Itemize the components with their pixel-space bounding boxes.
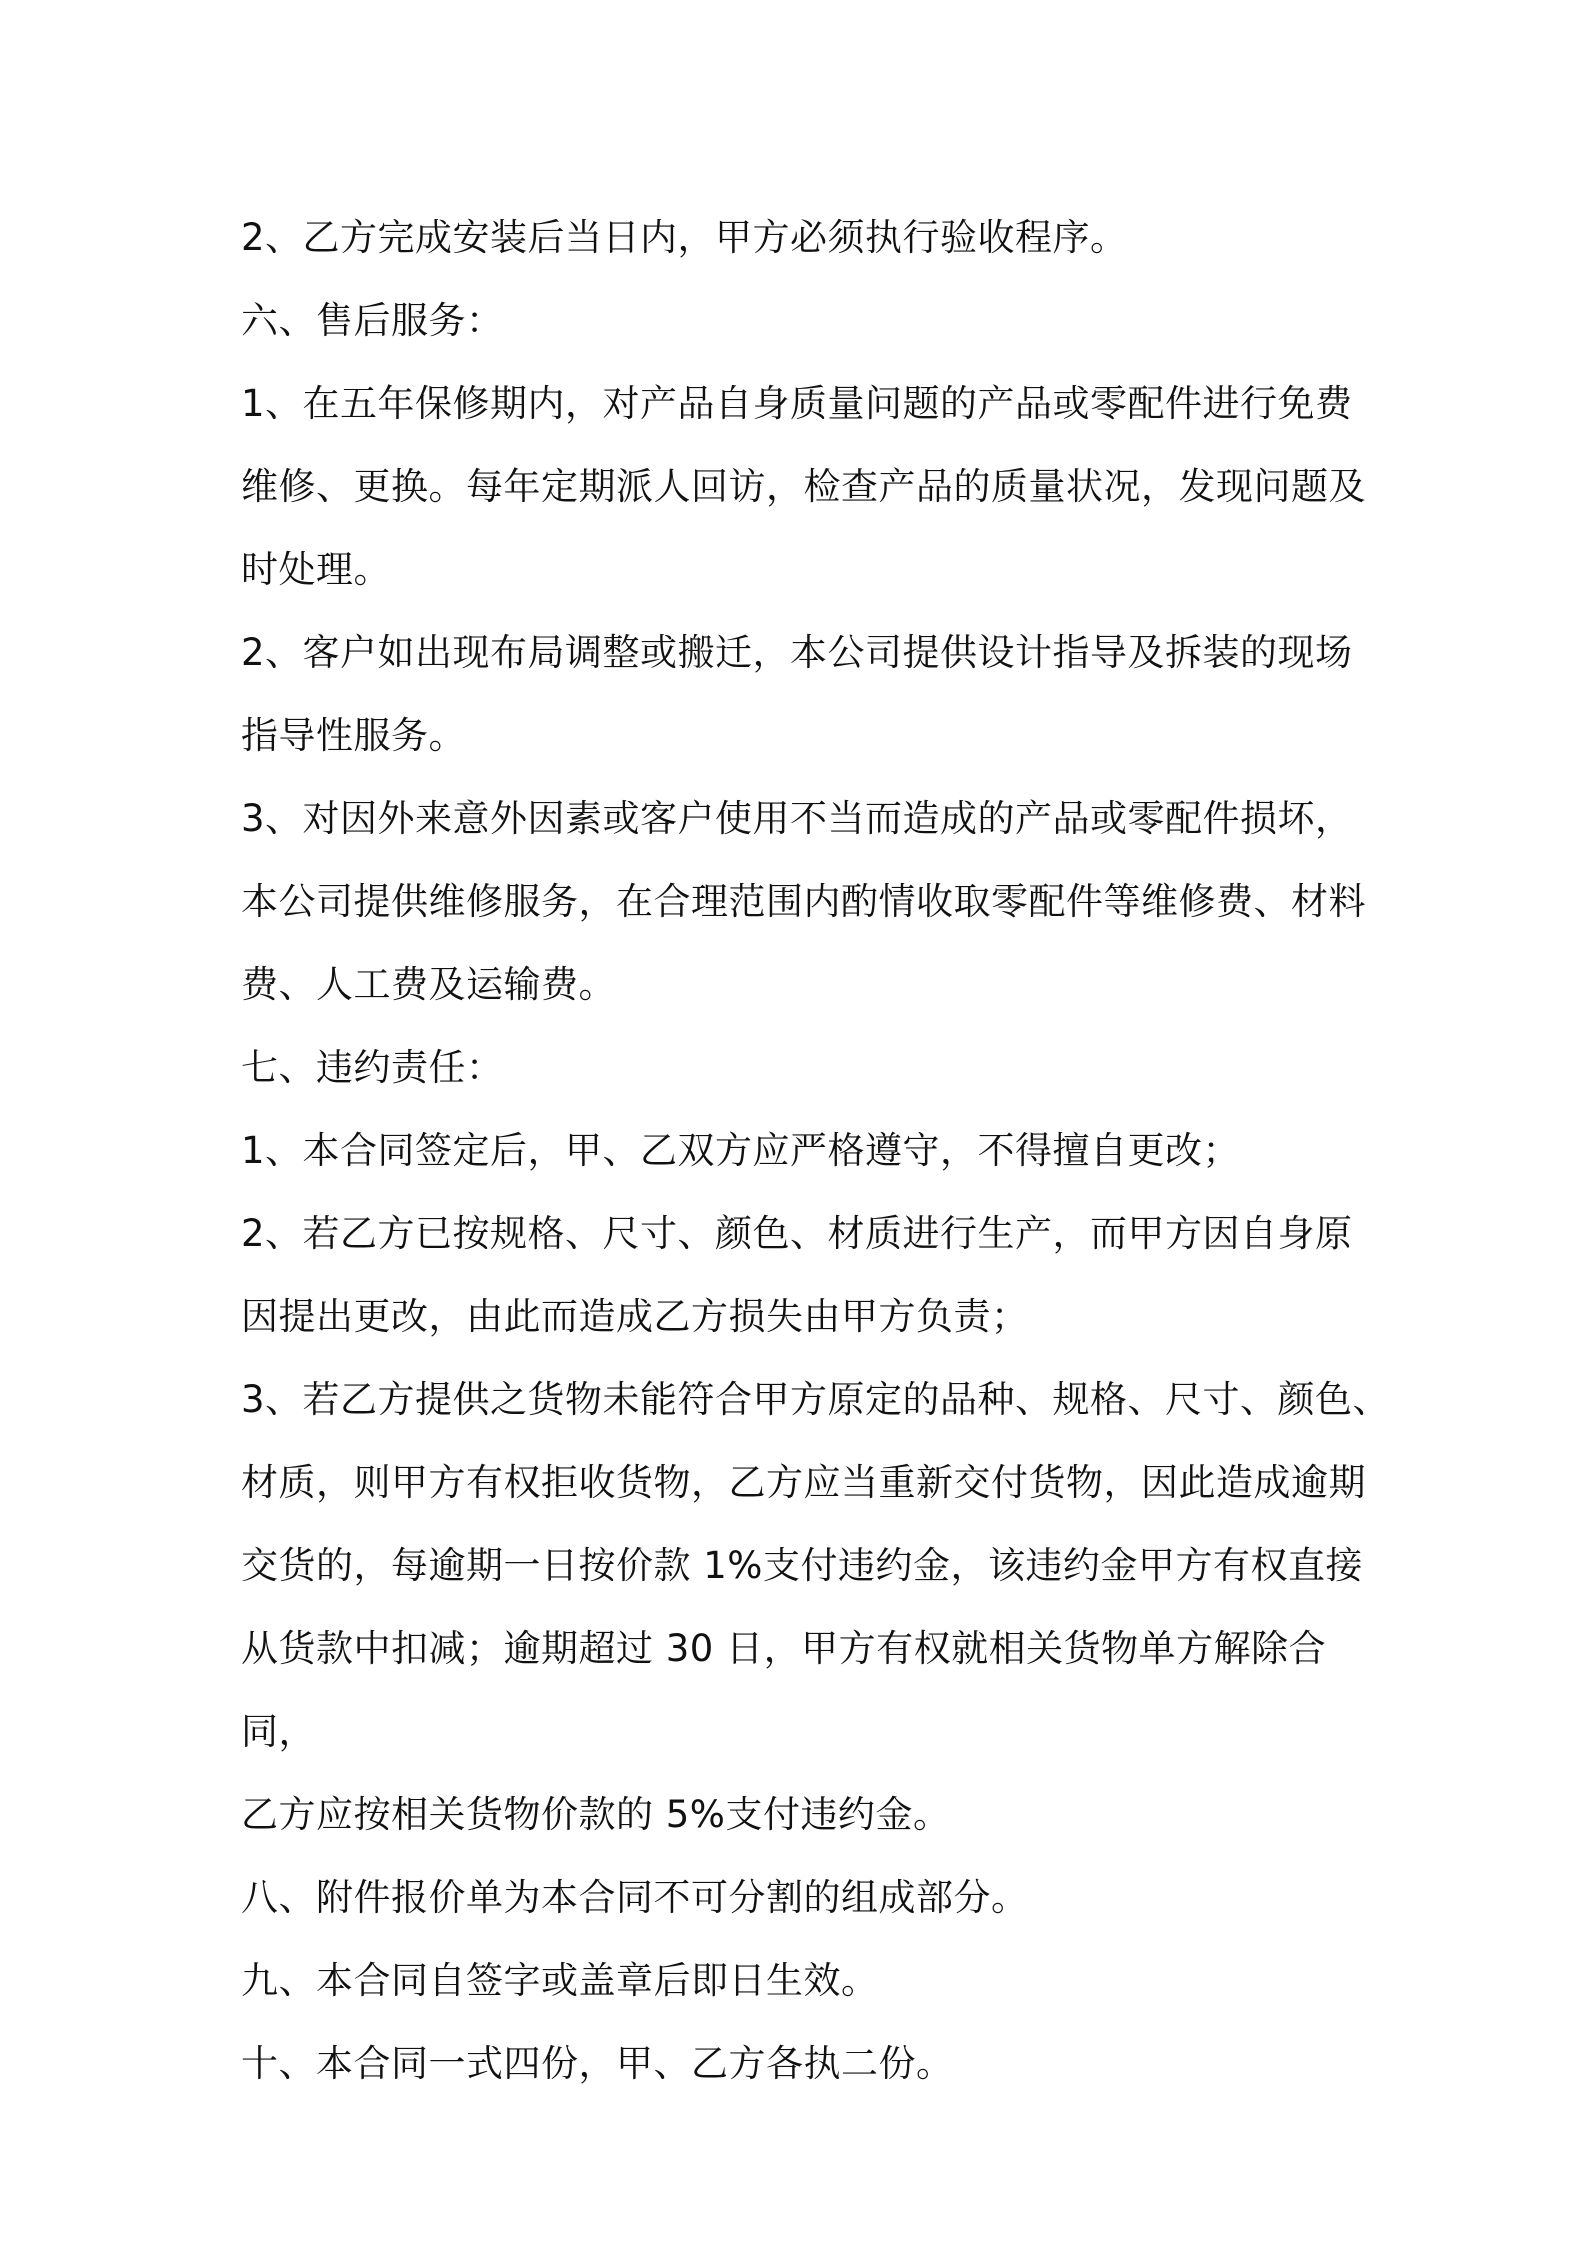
clause-6-3: 3、对因外来意外因素或客户使用不当而造成的产品或零配件损坏， 本公司提供维修服务，在合理范围内酌情收取零配件等维修费、材料 费、人工费及运输费。	[241, 797, 1366, 1006]
clause-7-1: 1、本合同签定后，甲、乙双方应严格遵守，不得擅自更改；	[241, 1129, 1241, 1172]
clause-5-2: 2、乙方完成安装后当日内，甲方必须执行验收程序。	[241, 216, 1128, 259]
section-heading-liability: 七、违约责任：	[241, 1046, 504, 1089]
clause-6-1: 1、在五年保修期内，对产品自身质量问题的产品或零配件进行免费 维修、更换。每年定期派人回访，检查产品的质量状况，发现问题及 时处理。	[241, 382, 1366, 591]
document-body	[241, 196, 1391, 2105]
section-9-effective: 九、本合同自签字或盖章后即日生效。	[241, 1959, 879, 2002]
clause-6-2: 2、客户如出现布局调整或搬迁，本公司提供设计指导及拆装的现场 指导性服务。	[241, 631, 1353, 757]
section-10-copies: 十、本合同一式四份，甲、乙方各执二份。	[241, 2042, 954, 2085]
section-8-attachment: 八、附件报价单为本合同不可分割的组成部分。	[241, 1876, 1029, 1919]
section-heading-after-sales: 六、售后服务：	[241, 299, 504, 342]
clause-7-3: 3、若乙方提供之货物未能符合甲方原定的品种、规格、尺寸、颜色、 材质，则甲方有权拒收货物，乙方应当重新交付货物，因此造成逾期 交货的，每逾期一日按价款 1%支付违约金，该违约金甲方有权直接 从货款中扣减；逾期超过 30 日，甲方有权就相关货物单方解除合同， 乙方应按相关货物价款的 5%支付违约金。	[241, 1378, 1391, 1836]
clause-7-2: 2、若乙方已按规格、尺寸、颜色、材质进行生产，而甲方因自身原 因提出更改，由此而造成乙方损失由甲方负责；	[241, 1212, 1353, 1338]
